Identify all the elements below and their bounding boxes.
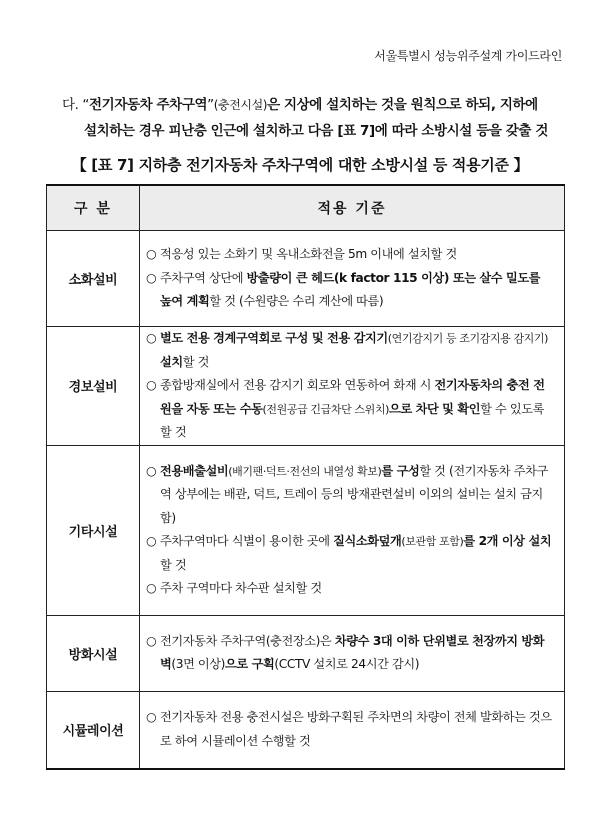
table-row [47,231,565,327]
intro-rest-line2: 설치하는 경우 피난층 인근에 설치하고 다음 [표 7]에 따라 소방시설 등을 갖출 것 [84,123,549,139]
table-body [47,231,565,770]
emphasis-text: 를 구성 [381,463,420,478]
standard-item [146,460,554,531]
row-category: 경보설비 [47,327,140,446]
standard-item-text [160,630,554,677]
bullet-circle-icon: ○ [146,247,157,262]
plain-text: 적응성 있는 소화기 및 옥내소화전을 5m 이내에 설치할 것 [160,247,457,262]
plain-text: 주차구역 상단에 [160,270,247,285]
intro-paren: (충전시설) [213,98,268,112]
row-category: 방화시설 [47,615,140,691]
emphasis-text: 방출량이 큰 헤드 [246,270,334,285]
standard-item [146,630,554,677]
table-title: 【 [표 7] 지하층 전기자동차 주차구역에 대한 소방시설 등 적용기준 】 [71,156,529,174]
intro-rest-line1: 은 지상에 설치하는 것을 원칙으로 하되, 지하에 [267,97,538,113]
plain-text: (배기팬·덕트·전선의 내열성 확보) [228,464,382,478]
emphasis-text: 전용배출설비 [160,463,229,478]
row-standard [140,445,565,615]
document-header: 서울특별시 성능위주설계 가이드라인 [374,49,562,63]
standard-item-text [160,577,322,601]
column-header-standard: 적용 기준 [140,185,565,231]
standard-item-text [160,530,554,577]
emphasis-text: 질식소화덮개 [333,534,402,548]
row-category: 소화설비 [47,231,140,327]
intro-quote-close: ” [207,97,214,113]
row-category: 기타시설 [47,445,140,615]
bullet-circle-icon: ○ [146,710,157,725]
bullet-circle-icon: ○ [146,270,157,285]
standard-item [146,243,554,267]
emphasis-text: 별도 전용 경계구역회로 구성 및 전용 감지기 [160,331,388,345]
emphasis-text: 차량수 3대 이하 단위별로 천장까지 방화벽 [160,633,545,671]
table-row [47,445,565,615]
bullet-circle-icon: ○ [146,331,157,345]
standard-item-text [160,374,554,445]
emphasis-text: 으로 차단 및 확인 [388,401,481,416]
plain-text: (보관함 포함) [401,535,464,548]
plain-text: 주차 구역마다 차수판 설치할 것 [160,581,322,595]
standard-item [146,577,554,601]
bullet-circle-icon: ○ [146,633,157,648]
row-standard [140,327,565,446]
row-standard [140,691,565,769]
standard-item [146,374,554,445]
plain-text: (CCTV 설치로 24시간 감시) [274,657,420,671]
intro-lead: 다. “ [62,97,90,113]
bullet-circle-icon: ○ [146,581,157,595]
standard-item-text [160,460,554,531]
plain-text: 할 것 (전기자동차 주차구역 상부에는 배관, 덕트, 트레이 등의 방재관련설비 이외의 설비는 설치 금지함) [160,463,548,525]
plain-text: 전기자동차 전용 충전시설은 방화구획된 주차면의 차량이 전체 발화하는 것으로 하여 시뮬레이션 수행할 것 [160,710,552,748]
plain-text: 할 것 (수원량은 수리 계산에 따름) [209,294,384,309]
plain-text: (연기감지기 등 조기감지용 감지기) [387,332,549,345]
table-row [47,615,565,691]
table-header-row [47,185,565,231]
standard-item-text [160,327,554,374]
bullet-circle-icon: ○ [146,463,157,478]
standard-item [146,530,554,577]
row-standard [140,615,565,691]
standard-item-text [160,267,554,314]
table-row [47,691,565,769]
plain-text: (3면 이상) [171,657,226,671]
bullet-circle-icon: ○ [146,378,157,392]
row-category: 시뮬레이션 [47,691,140,769]
plain-text: 주차구역마다 식별이 용이한 곳에 [160,534,334,548]
emphasis-text: 전기자동차의 충전 전원을 자동 또는 수동 [160,378,545,416]
plain-text: 할 수 있도록 할 것 [160,401,544,439]
bullet-circle-icon: ○ [146,534,157,548]
standard-item [146,327,554,374]
fire-standard-table [46,184,565,770]
plain-text: (전원공급 긴급차단 스위치) [262,402,389,416]
standard-item-text [160,243,457,267]
emphasis-text: 으로 구획 [225,657,275,671]
emphasis-text: 를 2개 이상 설치 [463,534,552,548]
plain-text: 종합방재실에서 전용 감지기 회로와 연동하여 화재 시 [160,378,435,392]
standard-item-text [160,706,554,753]
column-header-category: 구 분 [47,185,140,231]
emphasis-text: (k factor 115 이상) 또는 살수 밀도를 높여 계획 [160,270,541,309]
plain-text: 할 것 [182,354,209,369]
standard-item [146,267,554,314]
standard-item [146,706,554,753]
intro-paragraph [62,92,567,144]
plain-text: 전기자동차 주차구역(충전장소)은 [160,633,335,648]
emphasis-text: 설치 [160,354,183,369]
table-row [47,327,565,446]
intro-term: 전기자동차 주차구역 [89,97,208,113]
plain-text: 할 것 [160,557,187,572]
row-standard [140,231,565,327]
